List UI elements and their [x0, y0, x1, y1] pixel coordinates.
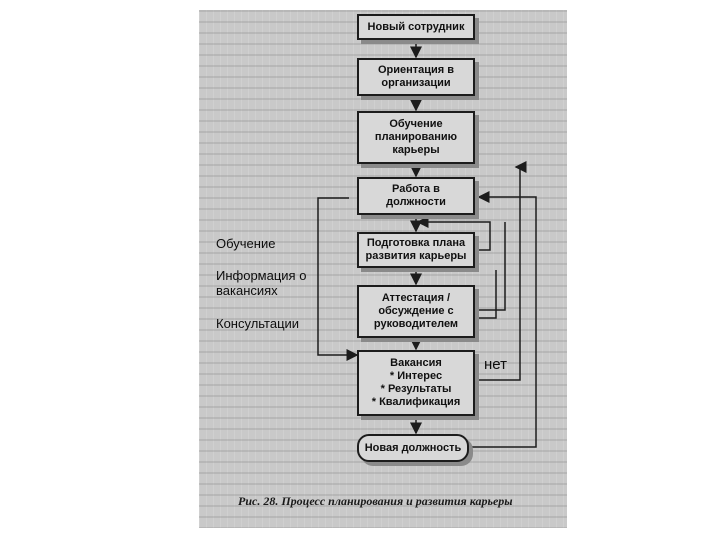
loop-attestation-inner — [477, 270, 496, 318]
step-development-plan: Подготовка плана развития карьеры — [357, 232, 475, 268]
step-new-employee: Новый сотрудник — [357, 14, 475, 40]
no-label: нет — [484, 356, 507, 373]
loop-new-position — [471, 197, 536, 447]
step-new-position: Новая должность — [357, 434, 469, 462]
step-work-in-position: Работа в должности — [357, 177, 475, 215]
loop-attestation-to-plan — [477, 222, 505, 310]
side-label-training: Обучение — [216, 236, 276, 251]
step-vacancy: Вакансия * Интерес * Результаты * Квалификация — [357, 350, 475, 416]
loop-vacancy-no — [477, 167, 520, 380]
figure-caption: Рис. 28. Процесс планирования и развития карьеры — [238, 494, 513, 508]
step-career-training: Обучение планированию карьеры — [357, 111, 475, 164]
step-attestation: Аттестация / обсуждение с руководителем — [357, 285, 475, 338]
side-label-consulting: Консультации — [216, 316, 300, 331]
left-feedback-line — [318, 198, 357, 355]
side-label-vacancy-info: Информация о вакансиях — [216, 268, 307, 298]
step-orientation: Ориентация в организации — [357, 58, 475, 96]
